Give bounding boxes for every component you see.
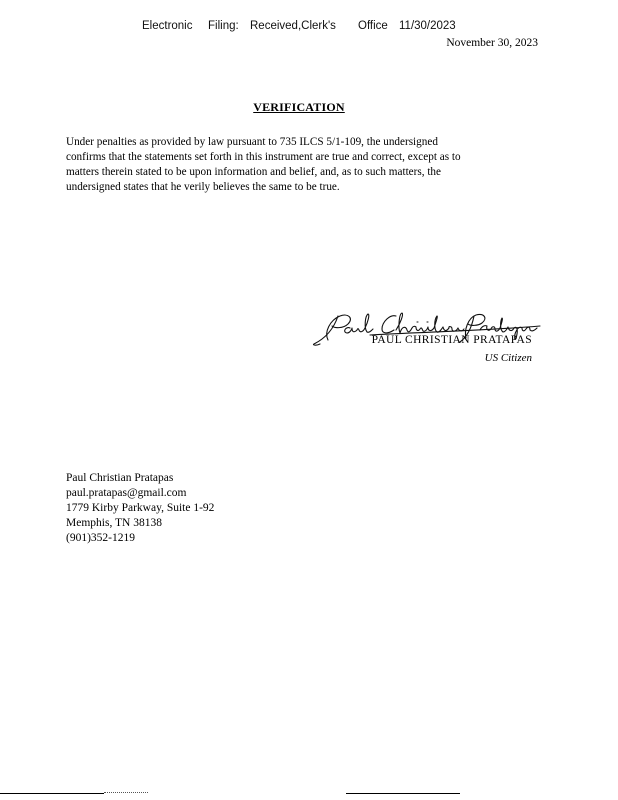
document-date: November 30, 2023 — [446, 37, 538, 49]
verification-paragraph — [66, 135, 506, 195]
stamp-word-filing: Filing: — [208, 20, 239, 32]
contact-name: Paul Christian Pratapas — [66, 472, 174, 484]
contact-email: paul.pratapas@gmail.com — [66, 487, 187, 499]
stamp-word-office: Office — [358, 20, 388, 32]
contact-phone: (901)352-1219 — [66, 532, 135, 544]
paragraph-line: confirms that the statements set forth in this instrument are true and correct, except as to — [66, 151, 461, 163]
paragraph-line: matters therein stated to be upon information and belief, and, as to such matters, the — [66, 166, 441, 178]
footer-rule-left — [0, 793, 104, 794]
stamp-word-date: 11/30/2023 — [399, 20, 456, 32]
paragraph-line: undersigned states that he verily believes the same to be true. — [66, 181, 340, 193]
paragraph-line: Under penalties as provided by law pursuant to 735 ILCS 5/1-109, the undersigned — [66, 136, 438, 148]
signer-printed-name: PAUL CHRISTIAN PRATAPAS — [371, 334, 532, 346]
contact-address-line2: Memphis, TN 38138 — [66, 517, 162, 529]
footer-rule-dotted — [104, 792, 148, 793]
filing-stamp — [0, 20, 618, 36]
page-title: VERIFICATION — [253, 100, 345, 114]
signer-title: US Citizen — [484, 352, 532, 364]
stamp-word-electronic: Electronic — [142, 20, 193, 32]
contact-address-line1: 1779 Kirby Parkway, Suite 1-92 — [66, 502, 215, 514]
contact-block — [66, 471, 214, 546]
footer-rule-right — [346, 793, 460, 794]
stamp-word-received: Received,Clerk's — [250, 20, 336, 32]
